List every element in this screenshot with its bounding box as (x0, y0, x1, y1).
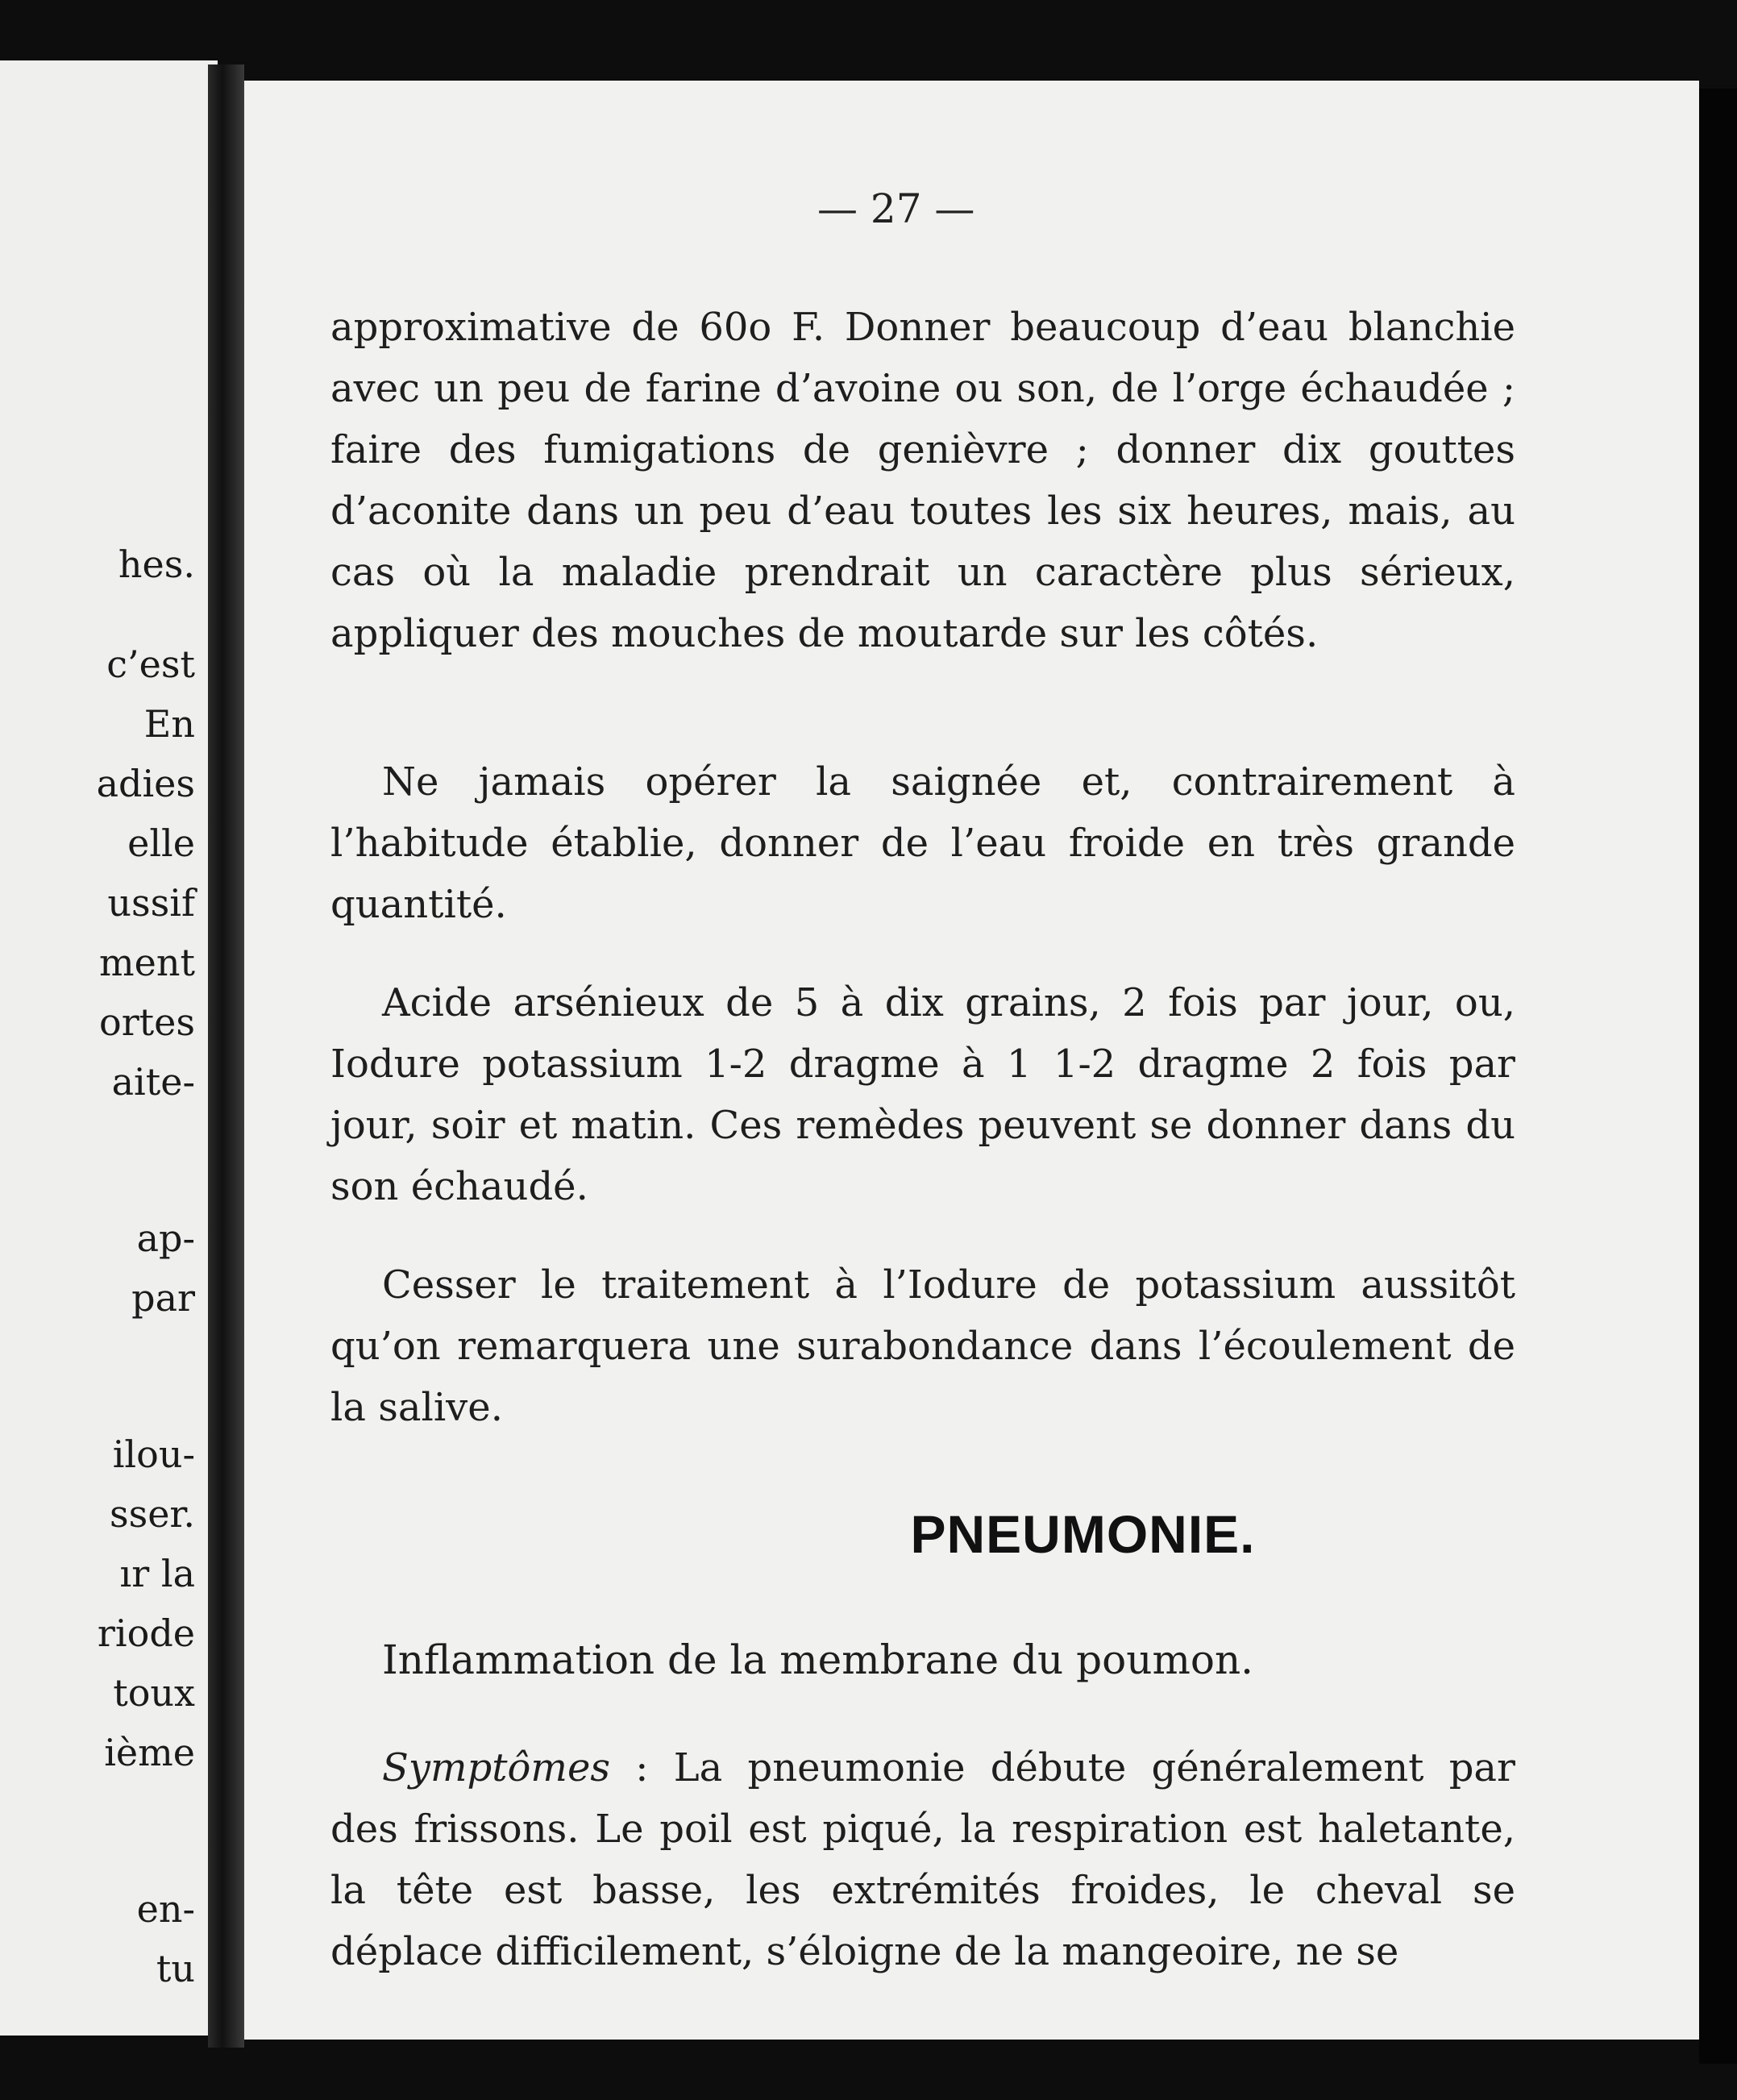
left-page-fragment (0, 60, 218, 2036)
paragraph-treatment: approximative de 60o F. Donner beaucoup d’eau blanchie avec un peu de farine d’avoine ou son, de l’orge échaudée ; faire des fumigations de genièvre ; donner dix gouttes d’aconite dans un peu d’eau toutes les six heures, mais, au cas où la maladie prendrait un caractère plus sérieux, appliquer des mouches de moutarde sur les côtés. (330, 305, 1515, 656)
left-page-line: ır la (119, 1552, 195, 1595)
left-page-line: par (131, 1276, 195, 1320)
left-page-line: adies (96, 762, 195, 805)
page-number: — 27 — (817, 185, 975, 232)
book-binding (208, 64, 244, 2048)
section-subtitle: Inflammation de la membrane du poumon. (382, 1636, 1254, 1683)
left-page-line: sser. (110, 1492, 195, 1536)
left-page-line: hes. (118, 543, 195, 586)
left-page-line: En (143, 702, 195, 746)
paragraph-arsenic: Acide arsénieux de 5 à dix grains, 2 fois par jour, ou, Iodure potassium 1-2 dragme à 1 1-2 dragme 2 fois par jour, soir et matin. Ces remèdes peuvent se donner dans du son échaudé. (330, 980, 1515, 1209)
right-page-edge (1699, 89, 1737, 2064)
left-page-line: ilou- (112, 1433, 195, 1476)
left-page-line: tu (156, 1947, 195, 1990)
left-page-line: ment (99, 941, 195, 984)
paragraph-symptoms (330, 1737, 1515, 1982)
section-title: PNEUMONIE. (910, 1504, 1256, 1564)
paragraph-bloodletting: Ne jamais opérer la saignée et, contrairement à l’habitude établie, donner de l’eau froide en très grande quantité. (330, 759, 1515, 927)
left-page-line: c’est (106, 642, 195, 686)
left-page-line: ortes (99, 1000, 195, 1044)
left-page-line: toux (113, 1671, 195, 1715)
left-page-line: elle (127, 821, 195, 865)
left-page-line: aite- (111, 1060, 195, 1104)
left-page-line: ussif (107, 881, 195, 925)
left-page-line: ap- (136, 1216, 195, 1260)
symptoms-text: : La pneumonie débute généralement par des frissons. Le poil est piqué, la respiration est haletante, la tête est basse, les extrémités froides, le cheval se déplace difficilement, s’éloigne de la mangeoire, ne se (330, 1745, 1515, 1974)
symptoms-label: Symptômes (382, 1745, 610, 1790)
paragraph-iodure: Cesser le traitement à l’Iodure de potassium aussitôt qu’on remarquera une surabondance dans l’écoulement de la salive. (330, 1262, 1515, 1430)
left-page-line: riode (97, 1611, 195, 1655)
left-page-line: en- (136, 1887, 195, 1931)
left-page-line: ième (104, 1731, 195, 1774)
